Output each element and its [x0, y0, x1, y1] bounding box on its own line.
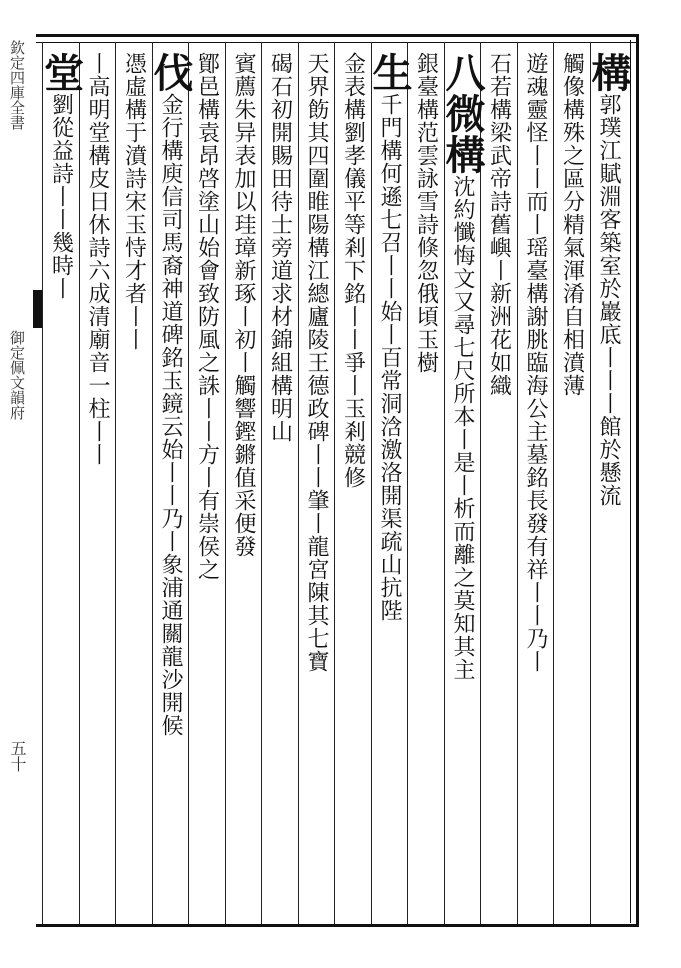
column-text: 鄮邑構袁昂啓塗山始會致防風之誅丨丨方丨有崇侯之 [194, 52, 220, 581]
margin-top-text: 欽定四庫全書 [8, 40, 26, 130]
margin-edition [0, 330, 34, 530]
text-column [366, 52, 413, 914]
bottom-border [36, 924, 638, 927]
right-inner-border [630, 40, 631, 923]
column-text: 郭璞江賦淵客築室於巖底丨丨丨館於懸流 [596, 93, 621, 507]
text-column [481, 52, 516, 914]
text-column [147, 52, 194, 914]
column-text: 憑虛構于濆詩宋玉恃才者丨丨 [121, 52, 147, 351]
entry-heading: 構 [585, 52, 632, 93]
text-column [80, 52, 115, 914]
column-text: 天界飭其四圍睢陽構江總廬陵王德政碑丨丨肇丨龍宮陳其七寶 [304, 52, 329, 673]
text-column [585, 52, 632, 914]
entry-heading: 生 [366, 52, 413, 93]
text-column [439, 52, 486, 914]
text-column [189, 52, 224, 914]
text-column [335, 52, 370, 914]
text-column [518, 52, 553, 914]
margin-edition-text: 御定佩文韻府 [8, 330, 26, 420]
top-inner-border [36, 42, 638, 43]
entry-heading: 堂 [37, 52, 85, 93]
text-column [116, 52, 151, 914]
text-column [226, 52, 261, 914]
text-column [554, 52, 589, 914]
entry-heading: 伐 [147, 52, 194, 93]
top-border [36, 34, 638, 37]
text-column [37, 52, 85, 914]
column-text: 丨高明堂構皮日休詩六成清廟音一柱丨丨 [85, 52, 110, 466]
column-text: 劉從益詩丨丨幾時丨 [48, 93, 74, 300]
text-column [408, 52, 443, 914]
column-text: 石若構梁武帝詩舊嶼丨新洲花如織 [486, 52, 512, 397]
column-text: 金表構劉孝儀平等剎下銘丨丨爭丨玉剎競修 [340, 52, 366, 489]
column-text: 賓薦朱异表加以珪璋新琢丨初丨觸響鏗鏘值采便發 [231, 52, 256, 558]
folio-text: 五十 [8, 740, 27, 772]
text-column [299, 52, 334, 914]
right-border [636, 34, 639, 927]
column-text: 千門構何遜七召丨丨始丨百常洞浛激洛開渠疏山抗陛 [377, 93, 402, 622]
column-text: 沈約懺悔文又尋七尺所本丨是丨析而離之莫知其主 [450, 175, 475, 681]
column-text: 碣石初開賜田待士旁道求材錦組構明山 [267, 52, 293, 443]
text-column [262, 52, 297, 914]
column-text: 觸像構殊之區分精氣渾淆自相濆薄 [559, 52, 585, 397]
folio-number [0, 740, 34, 800]
column-text: 金行構庾信司馬裔神道碑銘玉鏡云始丨丨乃丨象浦通關龍沙開候 [158, 93, 183, 737]
column-text: 遊魂靈怪丨丨而丨瑶臺構謝朓臨海公主墓銘長發有祥丨丨乃丨 [523, 52, 548, 673]
entry-heading: 八微構 [439, 52, 486, 175]
column-text: 銀臺構范雲詠雪詩倏忽俄頃玉樹 [413, 52, 439, 374]
